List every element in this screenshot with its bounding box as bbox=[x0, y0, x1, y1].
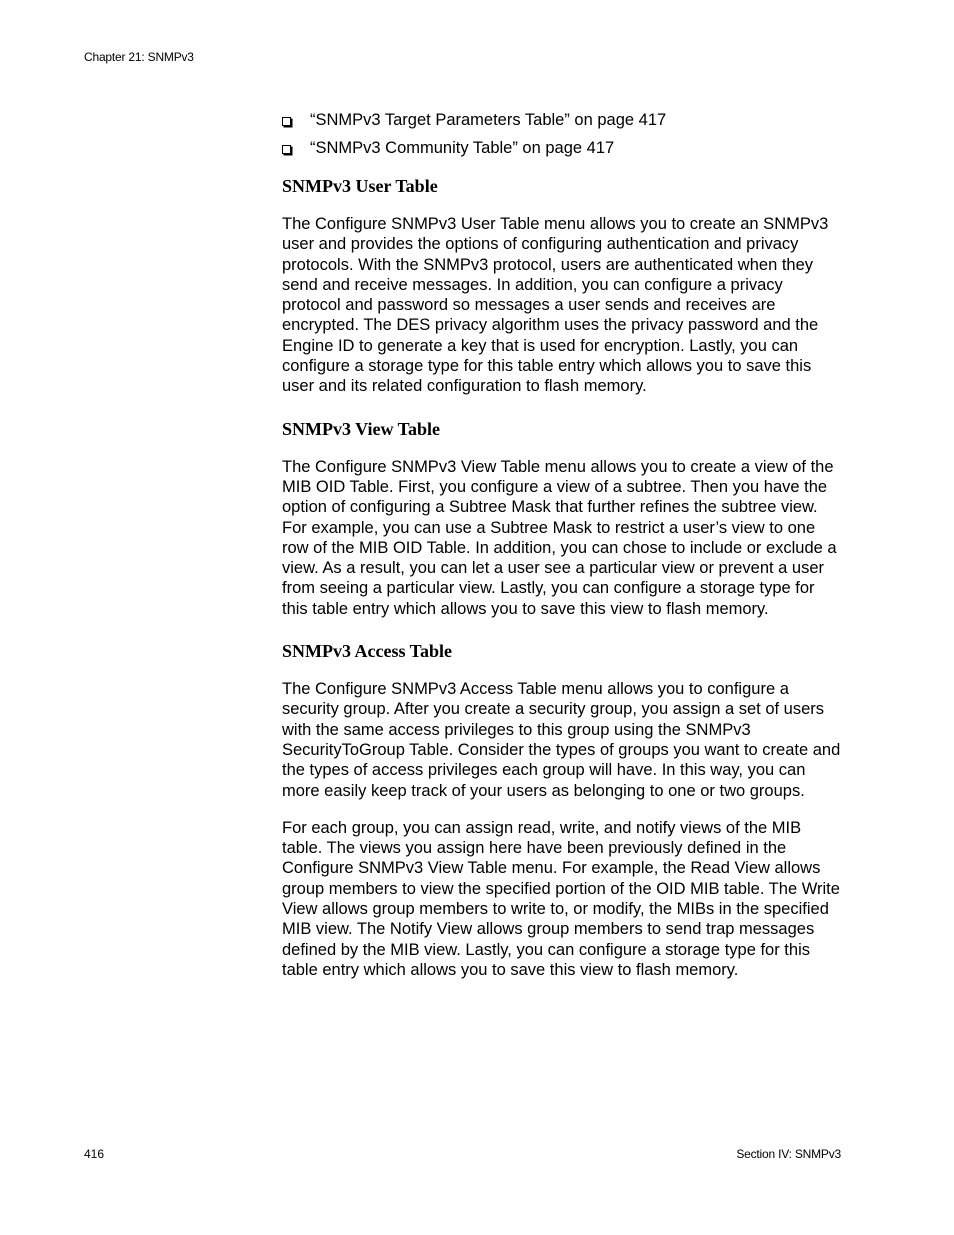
list-item-text: “SNMPv3 Community Table” on page 417 bbox=[310, 139, 615, 157]
running-header: Chapter 21: SNMPv3 bbox=[84, 50, 194, 64]
list-item bbox=[282, 134, 844, 162]
list-item bbox=[282, 106, 844, 134]
paragraph-access-table-1: The Configure SNMPv3 Access Table menu allows you to configure a security group. After you create a security group, you assign a set of users with the same access privileges to this group using the SNMPv3 SecurityToGroup Table. Consider the types of groups you want to create and the types of access privileges each group will have. In this way, you can more easily keep track of your users as belonging to one or two groups. bbox=[282, 680, 841, 800]
page-content bbox=[282, 106, 844, 980]
paragraph-view-table: The Configure SNMPv3 View Table menu allows you to create a view of the MIB OID Table. First, you configure a view of a subtree. Then you have the option of configuring a Subtree Mask that further refines the subtree view. For example, you can use a Subtree Mask to restrict a user’s view to one row of the MIB OID Table. In addition, you can chose to include or exclude a view. As a result, you can let a user see a particular view or prevent a user from seeing a particular view. Lastly, you can configure a storage type for this table entry which allows you to save this view to flash memory. bbox=[282, 457, 837, 618]
section-heading-view-table: SNMPv3 View Table bbox=[282, 418, 441, 439]
cross-reference-list bbox=[282, 106, 844, 162]
paragraph-access-table-2: For each group, you can assign read, write, and notify views of the MIB table. The views you assign here have been previously defined in the Configure SNMPv3 View Table menu. For example, the Read View allows group members to view the specified portion of the OID MIB table. The Write View allows group members to write to, or modify, the MIBs in the specified MIB view. The Notify View allows group members to send trap messages defined by the MIB view. Lastly, you can configure a storage type for this table entry which allows you to save this view to flash memory. bbox=[282, 818, 840, 979]
list-item-text: “SNMPv3 Target Parameters Table” on page 417 bbox=[310, 111, 667, 129]
box-bullet-icon bbox=[282, 117, 291, 126]
running-footer-section: Section IV: SNMPv3 bbox=[736, 1147, 841, 1161]
box-bullet-icon bbox=[282, 145, 291, 154]
page-number: 416 bbox=[84, 1147, 105, 1161]
section-heading-user-table: SNMPv3 User Table bbox=[282, 176, 438, 196]
paragraph-user-table: The Configure SNMPv3 User Table menu allows you to create an SNMPv3 user and provides the options of configuring authentication and privacy protocols. With the SNMPv3 protocol, users are authenticated when they send and receive messages. In addition, you can configure a privacy protocol and password so messages a user sends and receives are encrypted. The DES privacy algorithm uses the privacy password and the Engine ID to generate a key that is used for encryption. Lastly, you can configure a storage type for this table entry which allows you to save this user and its related configuration to flash memory. bbox=[282, 215, 829, 396]
section-heading-access-table: SNMPv3 Access Table bbox=[282, 641, 453, 662]
